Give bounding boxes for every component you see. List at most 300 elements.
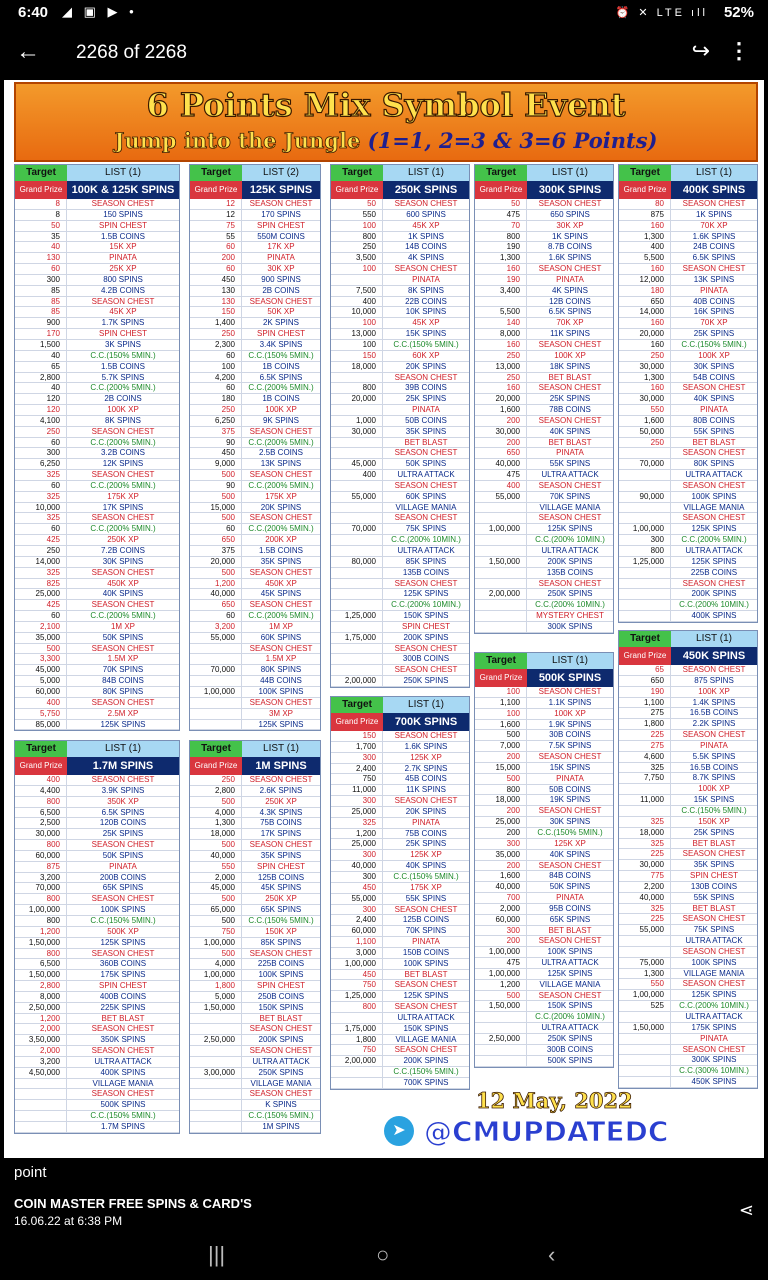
- table-row: [619, 936, 757, 947]
- reward-value: 1.6K SPINS: [548, 253, 592, 263]
- table-row: [15, 1100, 179, 1111]
- target-value: 5,500: [475, 307, 527, 317]
- target-value: 325: [331, 818, 383, 828]
- table-row: [475, 687, 613, 698]
- prize-table: [474, 652, 614, 1068]
- reward-value: 39B COINS: [405, 383, 447, 393]
- grand-prize-label: Grand Prize: [190, 181, 242, 199]
- reward-value: 25K XP: [109, 264, 137, 274]
- table-row: [475, 253, 613, 264]
- target-header: Target: [619, 631, 671, 647]
- table-row: [619, 784, 757, 795]
- reward-value: C.C.(200% 5MIN.): [248, 524, 314, 534]
- table-row: [190, 1122, 320, 1133]
- reward-value: ULTRA ATTACK: [397, 470, 455, 480]
- reward-value: 1.7M SPINS: [100, 1122, 145, 1131]
- table-row: [190, 720, 320, 731]
- reward-value: 18K SPINS: [549, 361, 591, 371]
- table-row: [190, 329, 320, 340]
- target-header: Target: [190, 165, 242, 181]
- table-row: [190, 1089, 320, 1100]
- target-value: [619, 513, 671, 523]
- reward-value: 125K SPINS: [691, 556, 737, 566]
- target-value: 40: [15, 351, 67, 361]
- target-value: 30,000: [619, 394, 671, 404]
- target-value: [331, 1078, 383, 1088]
- table-row: [331, 1078, 469, 1089]
- table-row: [190, 818, 320, 829]
- target-value: 4,400: [15, 786, 67, 796]
- reward-value: SEASON CHEST: [394, 731, 458, 740]
- reward-value: SPIN CHEST: [401, 621, 450, 631]
- table-row: [475, 221, 613, 232]
- target-value: 225: [619, 914, 671, 924]
- table-row: [475, 774, 613, 785]
- table-row: [15, 797, 179, 808]
- target-value: 70,000: [331, 524, 383, 534]
- back-nav-icon[interactable]: ‹: [548, 1242, 556, 1267]
- reward-value: SPIN CHEST: [256, 861, 305, 871]
- reward-value: 150K XP: [265, 926, 297, 936]
- table-row: [190, 557, 320, 568]
- list-header: LIST (1): [383, 697, 469, 713]
- target-value: 3,200: [15, 1057, 67, 1067]
- table-row: [619, 752, 757, 763]
- table-row: [15, 665, 179, 676]
- target-value: 1,200: [15, 1014, 67, 1024]
- table-row: [190, 927, 320, 938]
- target-value: 3,000: [331, 948, 383, 958]
- reward-value: 150B COINS: [402, 947, 450, 957]
- reward-value: 55K SPINS: [693, 426, 735, 436]
- target-value: 325: [619, 839, 671, 849]
- reward-value: SEASON CHEST: [538, 480, 602, 490]
- table-row: [15, 938, 179, 949]
- target-value: 7,000: [475, 741, 527, 751]
- reward-value: SPIN CHEST: [98, 329, 147, 339]
- table-row: [619, 513, 757, 524]
- table-row: [331, 557, 469, 568]
- table-row: [475, 394, 613, 405]
- prize-table: [14, 740, 180, 1134]
- target-value: 40,000: [190, 851, 242, 861]
- table-row: [475, 210, 613, 221]
- target-value: 500: [190, 797, 242, 807]
- reward-value: SEASON CHEST: [91, 199, 155, 208]
- target-value: 13,000: [331, 329, 383, 339]
- table-row: [190, 829, 320, 840]
- reward-value: 50K SPINS: [102, 850, 144, 860]
- reward-value: 2.5M XP: [107, 708, 139, 718]
- target-value: [475, 535, 527, 545]
- reward-value: 135B COINS: [546, 567, 594, 577]
- table-row: [190, 1068, 320, 1079]
- table-row: [15, 199, 179, 210]
- reward-value: 20K SPINS: [405, 361, 447, 371]
- table-row: [475, 351, 613, 362]
- reward-value: 1.5M XP: [265, 654, 297, 664]
- target-value: 1,50,000: [15, 938, 67, 948]
- target-value: 300: [331, 753, 383, 763]
- table-row: [475, 763, 613, 774]
- target-value: 50: [15, 221, 67, 231]
- target-value: 3,500: [331, 253, 383, 263]
- reward-value: SEASON CHEST: [249, 1024, 313, 1034]
- target-value: [190, 676, 242, 686]
- reward-value: 650 SPINS: [550, 209, 590, 219]
- reward-value: 250B COINS: [257, 991, 305, 1001]
- reward-value: 250K XP: [107, 535, 139, 545]
- grand-prize-label: Grand Prize: [331, 181, 383, 199]
- reward-value: SEASON CHEST: [249, 426, 313, 436]
- target-value: 12,000: [619, 275, 671, 285]
- target-value: 800: [475, 232, 527, 242]
- table-row: [475, 242, 613, 253]
- reward-value: ULTRA ATTACK: [685, 1012, 743, 1021]
- reward-value: SEASON CHEST: [682, 730, 746, 740]
- table-row: [190, 297, 320, 308]
- target-value: 2,50,000: [475, 1034, 527, 1044]
- target-value: 1,50,000: [475, 1001, 527, 1011]
- reward-value: VILLAGE MANIA: [683, 502, 745, 512]
- target-value: 60: [15, 481, 67, 491]
- target-value: 55,000: [331, 492, 383, 502]
- reward-value: 250K SPINS: [547, 1034, 593, 1043]
- target-value: 130: [190, 297, 242, 307]
- reward-value: 75K SPINS: [693, 925, 735, 935]
- table-row: [331, 633, 469, 644]
- target-value: 1,100: [619, 698, 671, 708]
- target-value: 325: [15, 492, 67, 502]
- target-value: 1,00,000: [331, 959, 383, 969]
- target-value: 250: [619, 351, 671, 361]
- target-header: Target: [331, 697, 383, 713]
- table-row: [331, 937, 469, 948]
- table-row: [619, 340, 757, 351]
- target-value: 2,400: [331, 915, 383, 925]
- reward-value: 100K XP: [698, 784, 730, 794]
- target-value: 45,000: [15, 665, 67, 675]
- home-icon[interactable]: ○: [376, 1242, 390, 1267]
- reward-value: SEASON CHEST: [538, 936, 602, 946]
- target-value: 250: [190, 775, 242, 785]
- table-row: [619, 1045, 757, 1056]
- target-value: 800: [331, 383, 383, 393]
- table-row: [190, 535, 320, 546]
- reward-value: 175K SPINS: [100, 970, 146, 980]
- reward-value: 50K SPINS: [549, 882, 591, 892]
- table-row: [190, 840, 320, 851]
- reward-value: 45K XP: [109, 307, 137, 317]
- table-row: [15, 1122, 179, 1133]
- target-value: [331, 373, 383, 383]
- target-value: 400: [619, 242, 671, 252]
- table-row: [331, 611, 469, 622]
- table-row: [475, 589, 613, 600]
- grand-prize-label: Grand Prize: [331, 713, 383, 731]
- reward-value: SEASON CHEST: [538, 578, 602, 588]
- table-row: [331, 970, 469, 981]
- reward-value: SEASON CHEST: [538, 415, 602, 425]
- table-row: [475, 893, 613, 904]
- reward-value: 400K SPINS: [691, 611, 737, 621]
- table-row: [190, 318, 320, 329]
- reward-value: 250K SPINS: [547, 589, 593, 599]
- target-header: Target: [475, 165, 527, 181]
- target-value: [331, 503, 383, 513]
- target-value: 3,200: [190, 622, 242, 632]
- table-row: [15, 905, 179, 916]
- reward-value: C.C.(150% 5MIN.): [393, 871, 459, 881]
- prize-table: [189, 164, 321, 731]
- reward-value: 150K SPINS: [403, 611, 449, 621]
- table-row: [15, 1089, 179, 1100]
- reward-value: SPIN CHEST: [98, 220, 147, 230]
- table-row: [619, 210, 757, 221]
- target-value: 35,000: [475, 850, 527, 860]
- reward-value: 4K SPINS: [551, 285, 588, 295]
- reward-value: SEASON CHEST: [682, 578, 746, 588]
- reward-value: 875 SPINS: [694, 675, 734, 685]
- target-value: 800: [475, 785, 527, 795]
- table-row: [331, 275, 469, 286]
- reward-value: 7.2B COINS: [100, 546, 145, 555]
- table-row: [15, 1014, 179, 1025]
- target-value: [190, 1024, 242, 1034]
- target-value: 160: [475, 340, 527, 350]
- table-row: [190, 448, 320, 459]
- target-value: 800: [15, 916, 67, 926]
- table-row: [475, 383, 613, 394]
- table-row: [331, 883, 469, 894]
- target-value: 250: [15, 546, 67, 556]
- table-row: [190, 340, 320, 351]
- target-value: 1,700: [331, 742, 383, 752]
- caption-source: COIN MASTER FREE SPINS & CARD'S: [14, 1196, 252, 1211]
- table-row: [331, 774, 469, 785]
- reward-value: 125K SPINS: [100, 719, 146, 729]
- grand-prize-value: 1M SPINS: [242, 757, 320, 775]
- target-value: 300: [15, 275, 67, 285]
- target-value: 3,400: [475, 286, 527, 296]
- reward-value: 125K XP: [410, 752, 442, 762]
- table-row: [475, 1034, 613, 1045]
- target-value: 550: [619, 979, 671, 989]
- table-row: [619, 849, 757, 860]
- share-icon[interactable]: ⋖: [738, 1200, 754, 1220]
- reward-value: SEASON CHEST: [682, 1044, 746, 1054]
- event-poster-image: [4, 80, 764, 1158]
- table-row: [15, 687, 179, 698]
- target-value: 60: [190, 264, 242, 274]
- target-value: 65: [619, 665, 671, 675]
- target-value: 170: [15, 329, 67, 339]
- table-row: [475, 438, 613, 449]
- table-row: [190, 275, 320, 286]
- table-row: [475, 275, 613, 286]
- target-value: 6,250: [15, 459, 67, 469]
- prize-table: [474, 164, 614, 634]
- reward-value: 22B COINS: [405, 296, 447, 306]
- table-row: [331, 264, 469, 275]
- table-row: [475, 286, 613, 297]
- reward-value: 13K SPINS: [260, 459, 302, 469]
- table-row: [475, 448, 613, 459]
- reward-value: 2.5B COINS: [258, 448, 303, 458]
- target-value: 20,000: [331, 394, 383, 404]
- reward-value: 450K XP: [265, 578, 297, 588]
- table-row: [475, 1056, 613, 1067]
- table-row: [331, 622, 469, 633]
- target-value: 1,00,000: [475, 524, 527, 534]
- reward-value: 25K SPINS: [405, 394, 447, 404]
- target-value: 60,000: [331, 926, 383, 936]
- table-row: [619, 242, 757, 253]
- table-row: [331, 861, 469, 872]
- back-arrow-icon[interactable]: ←: [16, 38, 40, 65]
- reward-value: 550M COINS: [257, 231, 305, 241]
- table-row: [475, 622, 613, 633]
- reward-value: 70K SPINS: [549, 491, 591, 501]
- reward-value: 4K SPINS: [407, 253, 444, 263]
- target-value: 30,000: [331, 427, 383, 437]
- target-value: [475, 1023, 527, 1033]
- reward-value: 8K SPINS: [104, 415, 141, 425]
- reward-value: 8.7B COINS: [547, 242, 592, 252]
- reward-value: 1B COINS: [262, 361, 300, 371]
- table-row: [331, 253, 469, 264]
- target-value: 500: [190, 840, 242, 850]
- reward-value: SEASON CHEST: [249, 567, 313, 577]
- target-value: 25,000: [331, 839, 383, 849]
- table-row: [15, 1046, 179, 1057]
- table-row: [475, 958, 613, 969]
- forward-icon[interactable]: ↪: [691, 38, 710, 63]
- image-counter: 2268 of 2268: [76, 42, 187, 63]
- target-value: 12: [190, 210, 242, 220]
- reward-value: 1.5B COINS: [100, 231, 145, 241]
- reward-value: PINATA: [109, 253, 137, 263]
- reward-value: SEASON CHEST: [91, 775, 155, 784]
- prize-table: [189, 740, 321, 1134]
- recents-icon[interactable]: |||: [208, 1242, 226, 1267]
- target-value: 500: [190, 513, 242, 523]
- target-value: 500: [190, 568, 242, 578]
- target-header: Target: [331, 165, 383, 181]
- reward-value: 55K SPINS: [405, 893, 447, 903]
- table-row: [15, 351, 179, 362]
- target-value: 1,800: [331, 1035, 383, 1045]
- table-row: [619, 221, 757, 232]
- reward-value: 100K SPINS: [547, 947, 593, 957]
- target-value: [475, 611, 527, 621]
- reward-value: SEASON CHEST: [682, 264, 746, 274]
- reward-value: SEASON CHEST: [682, 513, 746, 523]
- reward-value: 150K SPINS: [403, 1023, 449, 1033]
- table-row: [331, 1056, 469, 1067]
- target-value: [619, 579, 671, 589]
- target-value: [475, 568, 527, 578]
- grand-prize-label: Grand Prize: [190, 757, 242, 775]
- table-row: [475, 427, 613, 438]
- reward-value: C.C.(150% 5MIN.): [393, 339, 459, 349]
- target-value: 120: [15, 394, 67, 404]
- table-row: [331, 839, 469, 850]
- reward-value: 100K XP: [265, 405, 297, 415]
- reward-value: 11K SPINS: [406, 785, 446, 795]
- target-value: 2,00,000: [331, 676, 383, 686]
- target-value: 90: [190, 481, 242, 491]
- reward-value: 350K XP: [107, 796, 139, 806]
- target-value: 25,000: [331, 807, 383, 817]
- grand-prize-label: Grand Prize: [15, 757, 67, 775]
- target-value: [475, 297, 527, 307]
- target-value: 5,500: [619, 253, 671, 263]
- more-options-icon[interactable]: ⋮: [728, 38, 750, 63]
- reward-value: 17K SPINS: [102, 502, 144, 512]
- reward-value: ULTRA ATTACK: [685, 546, 743, 555]
- table-row: [331, 926, 469, 937]
- table-row: [619, 741, 757, 752]
- table-row: [619, 763, 757, 774]
- prize-table: [618, 630, 758, 1089]
- target-value: [331, 665, 383, 675]
- reward-value: SEASON CHEST: [538, 199, 602, 208]
- reward-value: SEASON CHEST: [91, 1046, 155, 1056]
- reward-value: 50B COINS: [549, 784, 591, 794]
- table-row: [15, 221, 179, 232]
- table-row: [15, 883, 179, 894]
- grand-prize-value: 300K SPINS: [527, 181, 613, 199]
- target-value: 60,000: [15, 851, 67, 861]
- table-row: [475, 340, 613, 351]
- reward-value: SEASON CHEST: [91, 643, 155, 653]
- target-value: 550: [190, 862, 242, 872]
- target-value: [619, 1012, 671, 1022]
- list-header: LIST (1): [383, 165, 469, 181]
- reward-value: 450K SPINS: [691, 1077, 737, 1087]
- target-value: [475, 513, 527, 523]
- reward-value: SEASON CHEST: [394, 796, 458, 806]
- table-row: [619, 232, 757, 243]
- table-row: [190, 938, 320, 949]
- reward-value: PINATA: [109, 861, 137, 871]
- target-value: 6,500: [15, 959, 67, 969]
- target-value: [619, 568, 671, 578]
- target-value: 225: [619, 849, 671, 859]
- table-row: [331, 1013, 469, 1024]
- target-value: 500: [190, 894, 242, 904]
- table-row: [619, 318, 757, 329]
- reward-value: 175K XP: [265, 491, 297, 501]
- table-row: [331, 600, 469, 611]
- reward-value: 125B COINS: [402, 915, 450, 925]
- poster-title: 6 Points Mix Symbol Event: [146, 86, 626, 124]
- table-row: [619, 373, 757, 384]
- target-value: 160: [619, 340, 671, 350]
- target-value: 425: [15, 600, 67, 610]
- grand-prize-label: Grand Prize: [475, 181, 527, 199]
- reward-value: ULTRA ATTACK: [94, 1056, 152, 1066]
- table-row: [190, 568, 320, 579]
- reward-value: 1.1K SPINS: [548, 697, 592, 707]
- target-value: 130: [190, 286, 242, 296]
- handle-text: @CMUPDATEDC: [424, 1114, 669, 1148]
- target-value: [331, 622, 383, 632]
- reward-value: C.C.(200% 10MIN.): [391, 600, 461, 610]
- reward-value: 1.6K SPINS: [404, 741, 448, 751]
- target-value: 55,000: [475, 492, 527, 502]
